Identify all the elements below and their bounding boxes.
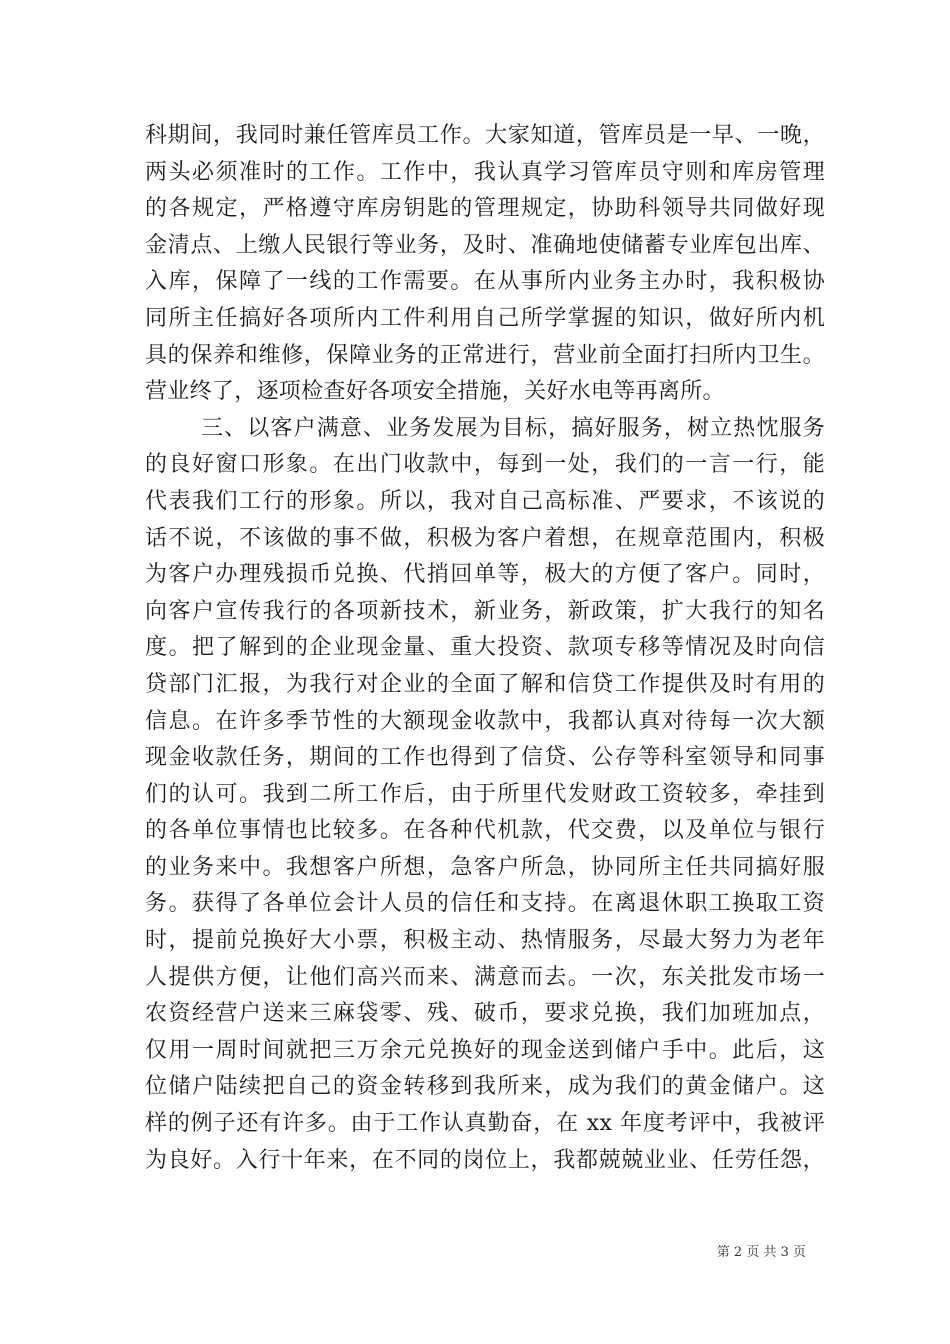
text-line: 话不说，不该做的事不做，积极为客户着想，在规章范围内，积极 <box>145 525 825 551</box>
text-line: 的各规定，严格遵守库房钥匙的管理规定，协助科领导共同做好现 <box>145 196 825 222</box>
text-line: 具的保养和维修，保障业务的正常进行，营业前全面打扫所内卫生。 <box>145 342 825 368</box>
text-line: 们的认可。我到二所工作后，由于所里代发财政工资较多，牵挂到 <box>145 781 825 807</box>
text-line: 同所主任搞好各项所内工件利用自己所学掌握的知识，做好所内机 <box>145 305 825 331</box>
text-line: 务。获得了各单位会计人员的信任和支持。在离退休职工换取工资 <box>145 891 825 917</box>
text-line: 信息。在许多季节性的大额现金收款中，我都认真对待每一次大额 <box>145 708 825 734</box>
text-line: 位储户陆续把自己的资金转移到我所来，成为我们的黄金储户。这 <box>145 1074 825 1100</box>
body-text <box>145 118 825 1179</box>
text-line: 度。把了解到的企业现金量、重大投资、款项专移等情况及时向信 <box>145 635 825 661</box>
text-line: 为客户办理残损币兑换、代捎回单等，极大的方便了客户。同时， <box>145 562 825 588</box>
text-line: 代表我们工行的形象。所以，我对自己高标准、严要求，不该说的 <box>145 488 825 514</box>
text-line: 科期间，我同时兼任管库员工作。大家知道，管库员是一早、一晚， <box>145 123 825 148</box>
text-line: 营业终了，逐项检查好各项安全措施，关好水电等再离所。 <box>145 379 725 405</box>
paragraph-start-line: 三、以客户满意、业务发展为目标，搞好服务，树立热忱服务 <box>201 415 825 441</box>
text-line: 的各单位事情也比较多。在各种代机款，代交费，以及单位与银行 <box>145 818 825 844</box>
text-line: 农资经营户送来三麻袋零、残、破币，要求兑换，我们加班加点， <box>145 1001 825 1027</box>
text-line: 为良好。入行十年来，在不同的岗位上，我都兢兢业业、任劳任怨， <box>145 1147 825 1173</box>
text-line: 时，提前兑换好大小票，积极主动、热情服务，尽最大努力为老年 <box>145 928 825 954</box>
text-line: 的业务来中。我想客户所想，急客户所急，协同所主任共同搞好服 <box>145 854 825 880</box>
text-line: 金清点、上缴人民银行等业务，及时、准确地使储蓄专业库包出库、 <box>145 232 825 258</box>
text-line: 现金收款任务，期间的工作也得到了信贷、公存等科室领导和同事 <box>145 745 825 771</box>
text-line: 的良好窗口形象。在出门收款中，每到一处，我们的一言一行，能 <box>145 452 825 478</box>
text-line: 贷部门汇报，为我行对企业的全面了解和信贷工作提供及时有用的 <box>145 671 825 697</box>
page-number-footer: 第 2 页 共 3 页 <box>716 1245 806 1260</box>
text-line: 人提供方便，让他们高兴而来、满意而去。一次，东关批发市场一 <box>145 964 825 990</box>
text-line: 向客户宣传我行的各项新技术，新业务，新政策，扩大我行的知名 <box>145 598 825 624</box>
text-line: 仅用一周时间就把三万余元兑换好的现金送到储户手中。此后，这 <box>145 1037 825 1063</box>
text-line: 样的例子还有许多。由于工作认真勤奋，在 xx 年度考评中，我被评 <box>145 1111 825 1137</box>
text-line: 入库，保障了一线的工作需要。在从事所内业务主办时，我积极协 <box>145 269 825 295</box>
text-line: 两头必须准时的工作。工作中，我认真学习管库员守则和库房管理 <box>145 159 825 185</box>
